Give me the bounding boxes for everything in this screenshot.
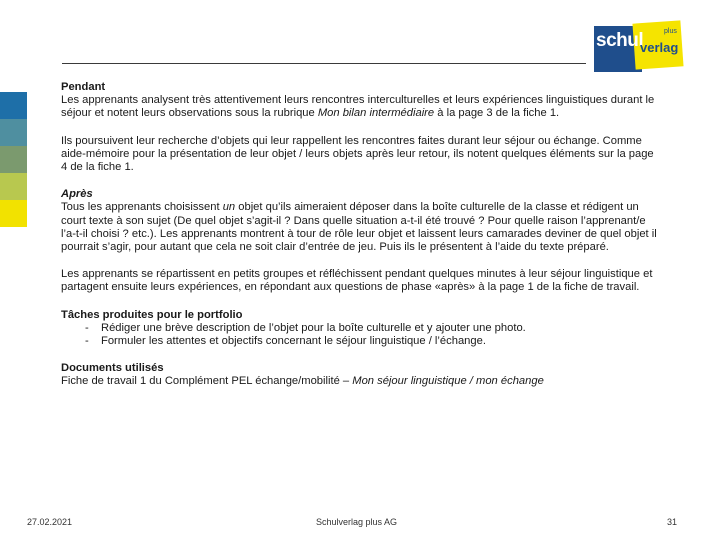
footer-publisher: Schulverlag plus AG <box>316 517 398 527</box>
pendant-paragraph-2: Ils poursuivent leur recherche d’objets qui leur rappellent les rencontres faites durant leur séjour ou échange. Comme aide-mémoire pour la présentation de leur objet / leurs objets après leur retour, ils notent quelques éléments sur la page 4 de la fiche 1. <box>61 134 654 174</box>
portfolio-heading: Tâches produites pour le portfolio <box>61 308 243 321</box>
documents-line: Fiche de travail 1 du Complément PEL échange/mobilité – Mon séjour linguistique / mon échange <box>61 375 544 388</box>
portfolio-item: - Formuler les attentes et objectifs concernant le séjour linguistique / l’échange. <box>61 335 661 348</box>
stripe-2 <box>0 119 27 146</box>
portfolio-list <box>61 322 661 348</box>
documents-heading: Documents utilisés <box>61 362 164 375</box>
logo-text-schul: schul <box>596 30 644 51</box>
pendant-paragraph-1: Les apprenants analysent très attentivement leurs rencontres interculturelles et leurs expériences linguistiques durant le séjour et notent leurs observations sous la rubrique Mon bilan intermédiaire à la page 3 de la fiche 1. <box>61 94 655 120</box>
slide-content <box>61 81 661 403</box>
logo-text-verlag: verlag <box>640 40 679 55</box>
logo-text-plus: plus <box>664 28 677 35</box>
stripe-1 <box>0 92 27 119</box>
footer-date: 27.02.2021 <box>27 517 73 527</box>
apres-paragraph-1: Tous les apprenants choisissent un objet qu’ils aimeraient déposer dans la boîte culturelle de la classe et rédigent un court texte à son sujet (De quel objet s’agit-il ? Dans quelle situation a-t-il été trouvé ? Pour quelle raison l’apprenant/e l’a-t-il choisi ? etc.). Les apprenants montrent à tour de rôle leur objet et laissent leurs camarades deviner de quel objet il pourrait s’agir, pour autant que cela ne soit clair d’entrée de jeu. Puis ils le présentent à l’aide du texte préparé. <box>61 201 657 254</box>
schulverlag-logo <box>594 22 686 72</box>
footer-page-number: 31 <box>667 517 678 527</box>
color-stripes <box>0 92 27 227</box>
apres-heading: Après <box>61 188 93 201</box>
apres-paragraph-2: Les apprenants se répartissent en petits groupes et réfléchissent pendant quelques minutes à leur séjour linguistique et partagent ensuite leurs expériences, en répondant aux questions de phase «après» à la page 1 de la fiche de travail. <box>61 268 653 294</box>
stripe-5 <box>0 200 27 227</box>
portfolio-item: - Rédiger une brève description de l’objet pour la boîte culturelle et y ajouter une photo. <box>61 322 661 335</box>
header-rule <box>62 63 586 64</box>
pendant-heading: Pendant <box>61 81 106 93</box>
stripe-3 <box>0 146 27 173</box>
stripe-4 <box>0 173 27 200</box>
